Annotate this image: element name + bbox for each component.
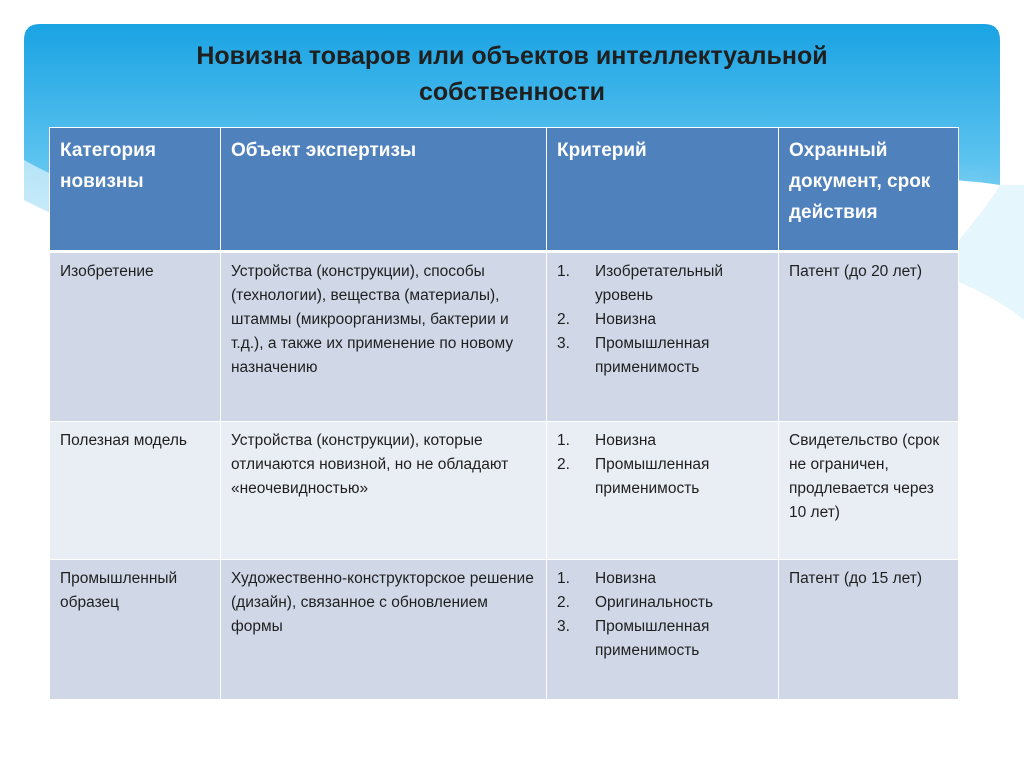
criteria-item — [557, 260, 768, 308]
criteria-text: Новизна — [595, 432, 656, 449]
criteria-number: 1. — [557, 570, 570, 587]
criteria-list — [557, 260, 768, 380]
cell-object: Устройства (конструкции), которые отличаются новизной, но не обладают «неочевидностью» — [221, 422, 547, 560]
criteria-list — [557, 429, 768, 501]
header-object: Объект экспертизы — [221, 128, 547, 252]
cell-object: Художественно-конструкторское решение (дизайн), связанное с обновлением формы — [221, 560, 547, 700]
cell-document: Патент (до 15 лет) — [779, 560, 959, 700]
novelty-table — [49, 127, 959, 700]
criteria-number: 3. — [557, 335, 570, 352]
cell-document: Свидетельство (срок не ограничен, продлевается через 10 лет) — [779, 422, 959, 560]
criteria-text: Оригинальность — [595, 594, 714, 611]
cell-document: Патент (до 20 лет) — [779, 252, 959, 422]
cell-criteria — [547, 252, 779, 422]
criteria-number: 2. — [557, 456, 570, 473]
cell-object: Устройства (конструкции), способы (технологии), вещества (материалы), штаммы (микроорганизмы, бактерии и т.д.), а также их применение по новому назначению — [221, 252, 547, 422]
table-row — [50, 422, 959, 560]
cell-criteria — [547, 422, 779, 560]
criteria-number: 1. — [557, 432, 570, 449]
header-document: Охранный документ, срок действия — [779, 128, 959, 252]
criteria-item — [557, 567, 768, 591]
cell-category: Полезная модель — [50, 422, 221, 560]
criteria-text: Новизна — [595, 570, 656, 587]
table-row — [50, 252, 959, 422]
criteria-item — [557, 308, 768, 332]
page-title — [60, 38, 964, 110]
header-category: Категория новизны — [50, 128, 221, 252]
criteria-item — [557, 591, 768, 615]
criteria-text: Промышленная применимость — [595, 456, 710, 497]
criteria-item — [557, 453, 768, 501]
criteria-number: 2. — [557, 594, 570, 611]
title-line-1: Новизна товаров или объектов интеллектуальной — [196, 42, 828, 70]
criteria-number: 3. — [557, 618, 570, 635]
table-row — [50, 560, 959, 700]
criteria-item — [557, 332, 768, 380]
cell-category: Промышленный образец — [50, 560, 221, 700]
criteria-item — [557, 615, 768, 663]
header-criterion: Критерий — [547, 128, 779, 252]
criteria-item — [557, 429, 768, 453]
criteria-number: 2. — [557, 311, 570, 328]
cell-category: Изобретение — [50, 252, 221, 422]
criteria-number: 1. — [557, 263, 570, 280]
criteria-text: Промышленная применимость — [595, 618, 710, 659]
title-line-2: собственности — [418, 78, 606, 106]
table-header-row — [50, 128, 959, 252]
criteria-text: Промышленная применимость — [595, 335, 710, 376]
criteria-text: Новизна — [595, 311, 656, 328]
criteria-text: Изобретательный уровень — [595, 263, 724, 304]
criteria-list — [557, 567, 768, 663]
cell-criteria — [547, 560, 779, 700]
